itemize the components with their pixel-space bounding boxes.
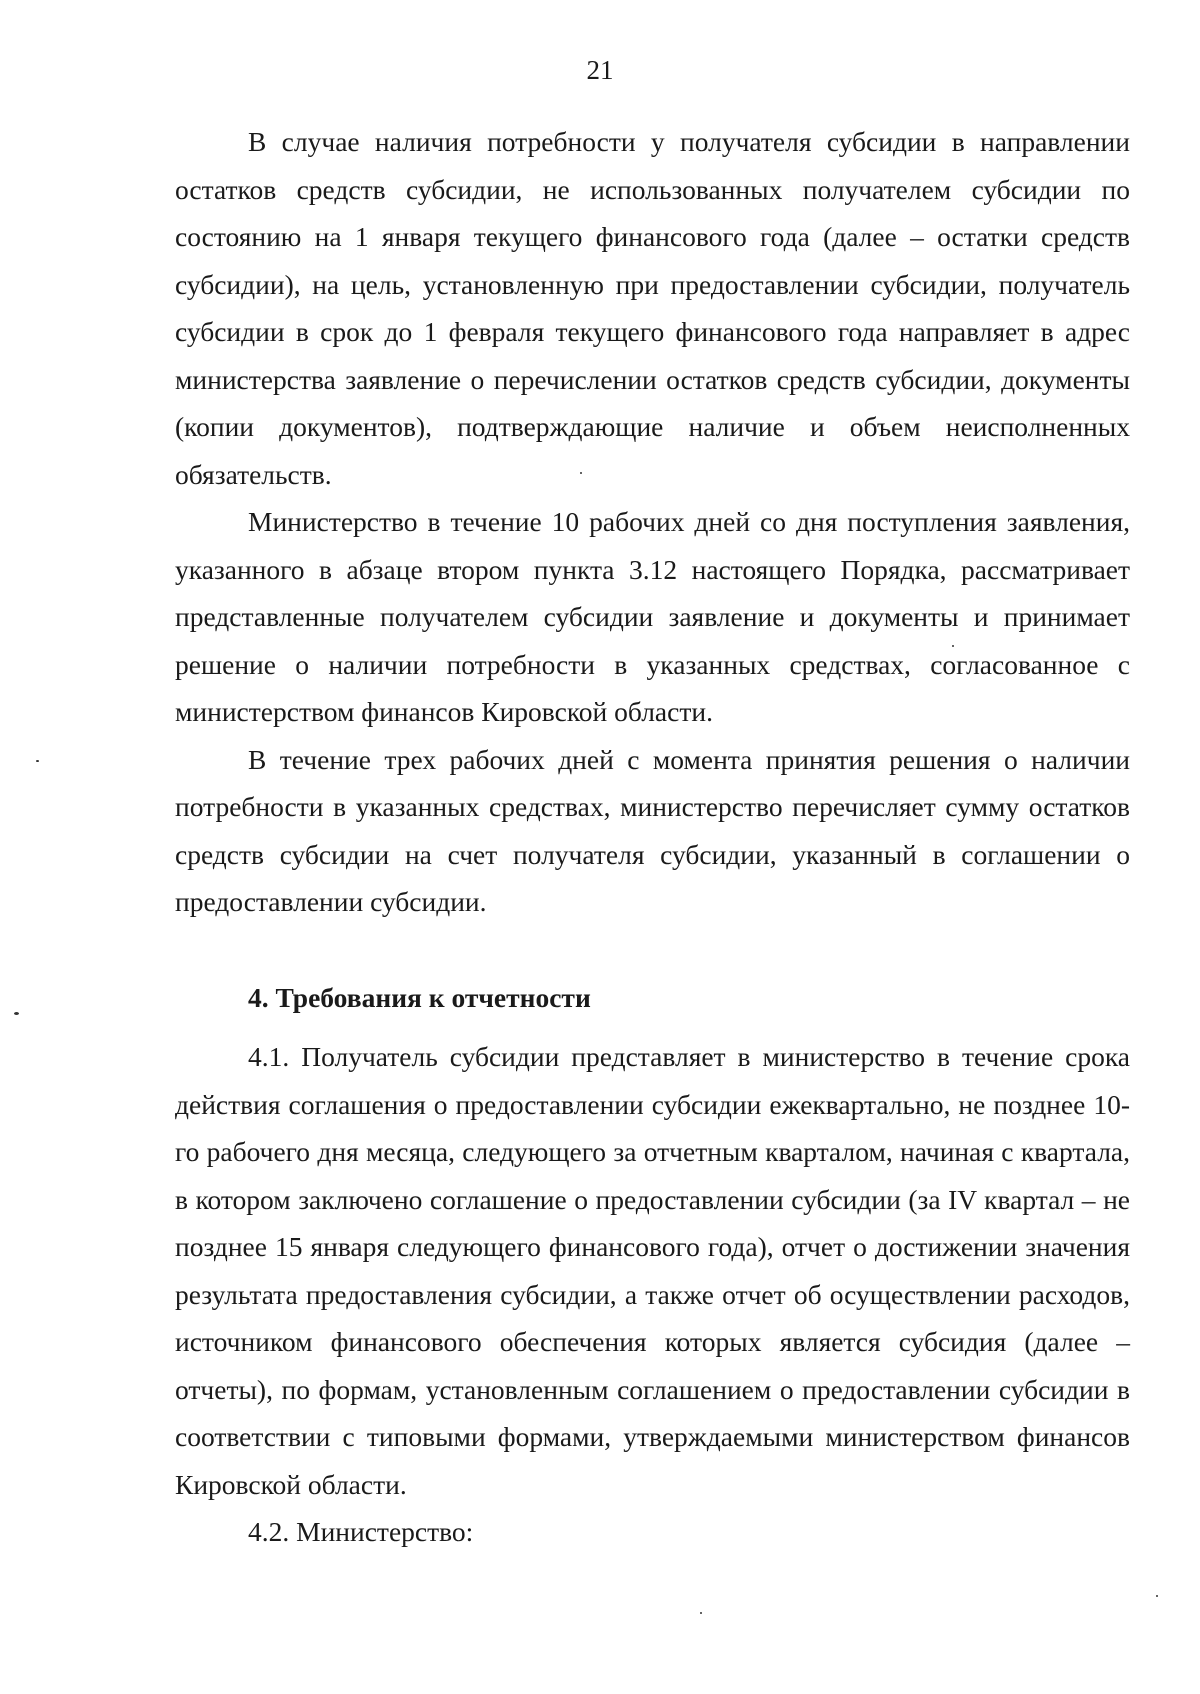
paragraph-ministry-review: Министерство в течение 10 рабочих дней со дня поступления заявления, указанного в абзаце втором пункта 3.12 настоящего Порядка, рассматривает представленные получателем субсидии заявление и документы и принимает решение о наличии потребности в указанных средствах, согласованное с министерством финансов Кировской области. (175, 506, 1130, 727)
scan-speck (700, 1612, 702, 1614)
section-heading-reporting-requirements: 4. Требования к отчетности (248, 981, 591, 1013)
scan-speck (36, 760, 39, 762)
document-body (175, 118, 1130, 1556)
page-number: 21 (586, 55, 614, 85)
paragraph-4-2-ministry: 4.2. Министерство: (248, 1516, 474, 1547)
scan-speck (1156, 1595, 1158, 1597)
scan-speck (14, 1012, 19, 1015)
paragraph-4-1-reports: 4.1. Получатель субсидии представляет в министерство в течение срока действия соглашения о предоставлении субсидии ежеквартально, не позднее 10-го рабочего дня месяца, следующего за отчетным кварталом, начиная с квартала, в котором заключено соглашение о предоставлении субсидии (за IV квартал – не позднее 15 января следующего финансового года), отчет о достижении значения результата предоставления субсидии, а также отчет об осуществлении расходов, источником финансового обеспечения которых является субсидия (далее – отчеты), по формам, установленным соглашением о предоставлении субсидии в соответствии с типовыми формами, утверждаемыми министерством финансов Кировской области. (175, 1041, 1130, 1500)
paragraph-funds-transfer: В течение трех рабочих дней с момента принятия решения о наличии потребности в указанных средствах, министерство перечисляет сумму остатков средств субсидии на счет получателя субсидии, указанный в соглашении о предоставлении субсидии. (175, 743, 1130, 917)
scan-speck (580, 472, 582, 474)
paragraph-remaining-funds-request: В случае наличия потребности у получателя субсидии в направлении остатков средств субсидии, не использованных получателем субсидии по состоянию на 1 января текущего финансового года (далее – остатки средств субсидии), на цель, установленную при предоставлении субсидии, получатель субсидии в срок до 1 февраля текущего финансового года направляет в адрес министерства заявление о перечислении остатков средств субсидии, документы (копии документов), подтверждающие наличие и объем неисполненных обязательств. (175, 126, 1130, 490)
scan-speck (952, 645, 954, 647)
